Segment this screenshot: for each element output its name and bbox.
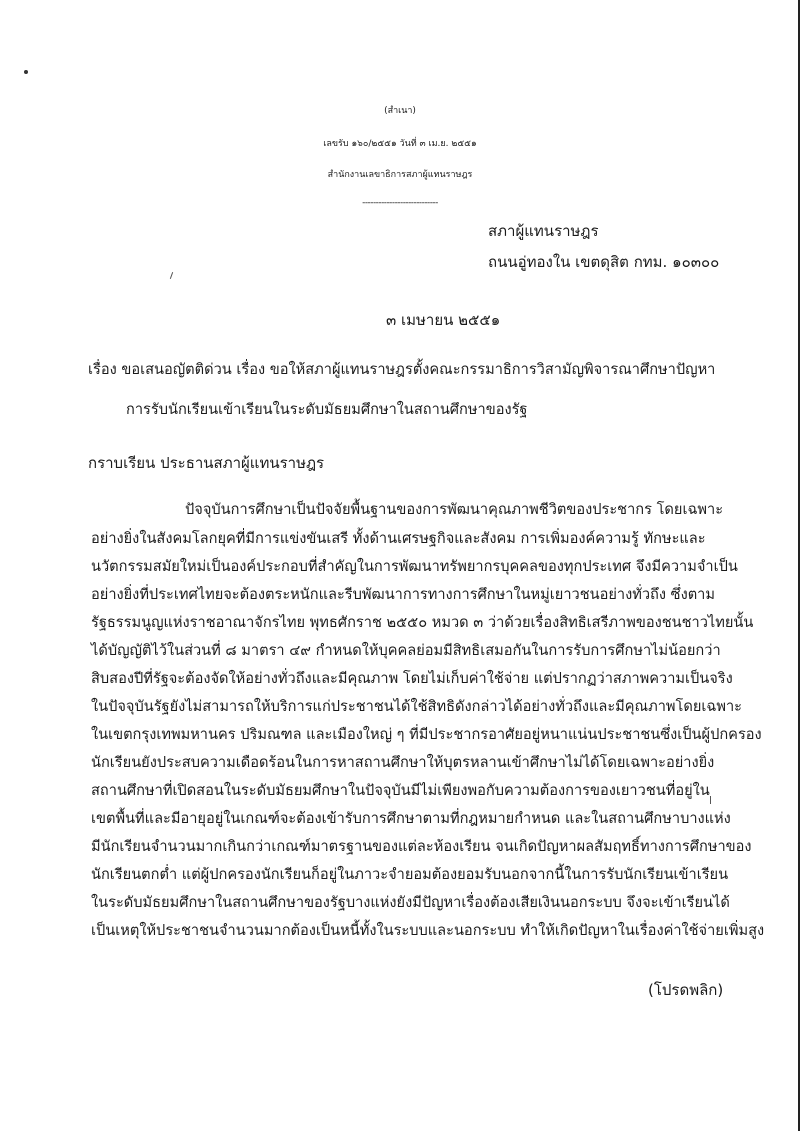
body-line: ในปัจจุบันรัฐยังไม่สามารถให้บริการแก่ประชาชนได้ใช้สิทธิดังกล่าวได้อย่างทั่วถึงและมีคุณภาพโดยเฉพาะ	[91, 698, 742, 715]
sender-name: สภาผู้แทนราษฎร	[488, 222, 599, 240]
salutation: กราบเรียน ประธานสภาผู้แทนราษฎร	[88, 454, 325, 472]
body-line: ได้บัญญัติไว้ในส่วนที่ ๘ มาตรา ๔๙ กำหนดให้บุคคลย่อมมีสิทธิเสมอกันในการรับการศึกษาไม่น้อยกว่า	[91, 642, 721, 659]
body-line: นักเรียนตกต่ำ แต่ผู้ปกครองนักเรียนก็อยู่ในภาวะจำยอมต้องยอมรับนอกจากนี้ในการรับนักเรียนเข้าเรียน	[91, 866, 729, 883]
body-line: สิบสองปีที่รัฐจะต้องจัดให้อย่างทั่วถึงและมีคุณภาพ โดยไม่เก็บค่าใช้จ่าย แต่ปรากฏว่าสภาพความเป็นจริง	[91, 670, 733, 687]
body-line: นักเรียนยังประสบความเดือดร้อนในการหาสถานศึกษาให้บุตรหลานเข้าศึกษาไม่ได้โดยเฉพาะอย่างยิ่ง	[91, 754, 715, 771]
receipt-line: เลขรับ ๑๖๐/๒๕๕๑ วันที่ ๓ เม.ย. ๒๕๕๑	[323, 139, 477, 149]
scan-speck	[24, 70, 28, 74]
turn-over-note: (โปรดพลิก)	[648, 981, 724, 999]
body-line: เป็นเหตุให้ประชาชนจำนวนมากต้องเป็นหนี้ทั้งในระบบและนอกระบบ ทำให้เกิดปัญหาในเรื่องค่าใช้จ่ายเพิ่มสูง	[91, 922, 765, 939]
sender-address: ถนนอู่ทองใน เขตดุสิต กทม. ๑๐๓๐๐	[488, 253, 720, 271]
body-line: ปัจจุบันการศึกษาเป็นปัจจัยพื้นฐานของการพัฒนาคุณภาพชีวิตของประชากร โดยเฉพาะ	[185, 501, 724, 518]
document-date: ๓ เมษายน ๒๕๕๑	[386, 311, 501, 329]
office-name: สำนักงานเลขาธิการสภาผู้แทนราษฎร	[327, 170, 473, 180]
subject-line-1: เรื่อง ขอเสนอญัตติด่วน เรื่อง ขอให้สภาผู้แทนราษฎรตั้งคณะกรรมาธิการวิสามัญพิจารณาศึกษาปัญหา	[88, 361, 716, 378]
body-line: อย่างยิ่งที่ประเทศไทยจะต้องตระหนักและรีบพัฒนาการทางการศึกษาในหมู่เยาวชนอย่างทั่วถึง ซึ่งตาม	[91, 586, 715, 603]
scan-mark	[170, 272, 173, 279]
header-separator: ----------------------------	[362, 198, 438, 208]
body-line: รัฐธรรมนูญแห่งราชอาณาจักรไทย พุทธศักราช ๒๕๕๐ หมวด ๓ ว่าด้วยเรื่องสิทธิเสรีภาพของชนชาวไทยนั้น	[91, 614, 754, 631]
body-line: นวัตกรรมสมัยใหม่เป็นองค์ประกอบที่สำคัญในการพัฒนาทรัพยากรบุคคลของทุกประเทศ จึงมีความจำเป็น	[91, 558, 738, 575]
copy-mark: (สำเนา)	[384, 106, 416, 116]
subject-line-2: การรับนักเรียนเข้าเรียนในระดับมัธยมศึกษาในสถานศึกษาของรัฐ	[126, 401, 528, 418]
body-line: อย่างยิ่งในสังคมโลกยุคที่มีการแข่งขันเสรี ทั้งด้านเศรษฐกิจและสังคม การเพิ่มองค์ความรู้ ทักษะและ	[91, 530, 706, 547]
scan-mark	[710, 796, 711, 804]
body-line: เขตพื้นที่และมีอายุอยู่ในเกณฑ์จะต้องเข้ารับการศึกษาตามที่กฎหมายกำหนด และในสถานศึกษาบางแห่ง	[91, 810, 731, 827]
body-line: ในระดับมัธยมศึกษาในสถานศึกษาของรัฐบางแห่งยังมีปัญหาเรื่องต้องเสียเงินนอกระบบ จึงจะเข้าเรียนได้	[91, 894, 730, 911]
body-line: ในเขตกรุงเทพมหานคร ปริมณฑล และเมืองใหญ่ ๆ ที่มีประชากรอาศัยอยู่หนาแน่นประชาชนซึ่งเป็นผู้ปกครอง	[91, 726, 762, 743]
body-line: มีนักเรียนจำนวนมากเกินกว่าเกณฑ์มาตรฐานของแต่ละห้องเรียน จนเกิดปัญหาผลสัมฤทธิ์ทางการศึกษาของ	[91, 838, 752, 855]
body-line: สถานศึกษาที่เปิดสอนในระดับมัธยมศึกษาในปัจจุบันมีไม่เพียงพอกับความต้องการของเยาวชนที่อยู่ใน	[91, 782, 710, 799]
